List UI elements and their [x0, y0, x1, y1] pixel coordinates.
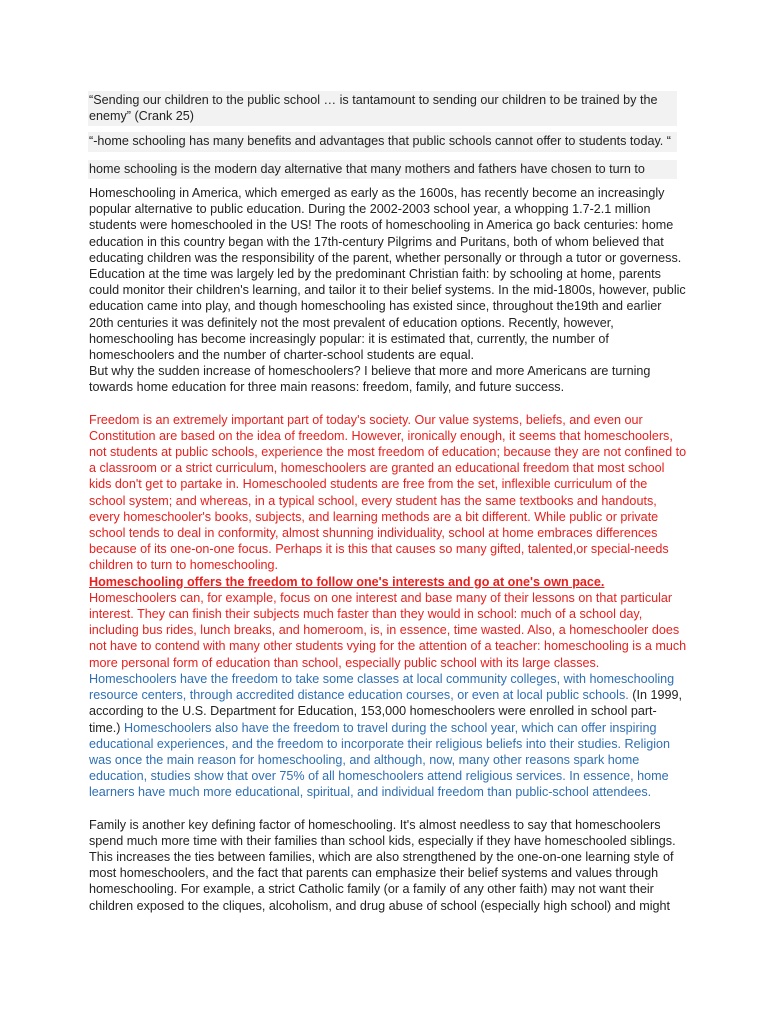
quote-crank: “Sending our children to the public school … is tantamount to sending our children to be trained by the enemy” (Crank 25) — [88, 91, 677, 126]
quote-alternative: home schooling is the modern day alternative that many mothers and fathers have chosen to turn to — [88, 160, 677, 179]
quote-benefits: “-home schooling has many benefits and advantages that public schools cannot offer to students today. “ — [88, 132, 677, 151]
freedom-stat-text: (In 1999, according to the U.S. Department for Education, 153,000 homeschoolers were enrolled in school part-time.) — [89, 688, 682, 735]
essay-body — [89, 185, 687, 914]
quote-list — [88, 91, 686, 185]
freedom-classes-text: Homeschoolers have the freedom to take some classes at local community colleges, with homeschooling resource centers, through accredited distance education courses, or even at local public schools. — [89, 671, 675, 703]
family-paragraph: Family is another key defining factor of homeschooling. It's almost needless to say that homeschoolers spend much more time with their families than school kids, especially if they have homeschooled siblings. This increases the ties between families, which are also strengthened by the one-on-one learning style of most homeschoolers, and the fact that parents can emphasize their belief systems and values through homeschooling. For example, a strict Catholic family (or a family of any other faith) may not want their children exposed to the cliques, alcoholism, and drug abuse of school (especially high school) and might — [89, 817, 676, 913]
freedom-travel-text: Homeschoolers also have the freedom to travel during the school year, which can offer inspiring educational experiences, and the freedom to incorporate their religious beliefs into their studies. Religion was once the main reason for homeschooling, and although, now, many other reasons spark home education, studies show that over 75% of all homeschoolers attend religious services. In essence, home learners have much more educational, spiritual, and individual freedom than public-school attendees. — [89, 720, 671, 800]
freedom-interests-text: Homeschoolers can, for example, focus on one interest and base many of their lessons on that particular interest. They can finish their subjects much faster than they would in school: much of a school day, including bus rides, lunch breaks, and homeroom, is, in essence, time wasted. Also, a homeschooler does not have to contend with many other students vying for the attention of a teacher: homeschooling is a much more personal form of education than school, especially public school with its large classes. — [89, 590, 687, 670]
paragraph-gap — [89, 801, 687, 817]
paragraph-gap — [89, 396, 687, 412]
intro-paragraph — [89, 185, 687, 396]
thesis-text: But why the sudden increase of homeschoolers? I believe that more and more Americans are turning towards home education for three main reasons: freedom, family, and future success. — [89, 364, 651, 395]
freedom-heading: Homeschooling offers the freedom to follow one's interests and go at one's own pace. — [89, 574, 605, 589]
freedom-detail-paragraph — [89, 574, 687, 801]
intro-text: Homeschooling in America, which emerged as early as the 1600s, has recently become an increasingly popular alternative to public education. During the 2002-2003 school year, a whopping 1.7-2.1 million students were homeschooled in the US! The roots of homeschooling in America go back centuries: home education in this country began with the 17th-century Pilgrims and Puritans, both of whom believed that educating children was the responsibility of the parent, whether personally or through a tutor or governess. Education at the time was largely led by the predominant Christian faith: by schooling at home, parents could monitor their children's learning, and tailor it to their belief systems. In the mid-1800s, however, public education came into play, and though homeschooling has existed since, throughout the19th and earlier 20th centuries it was definitely not the most prevalent of education options. Recently, however, homeschooling has become increasingly popular: it is estimated that, currently, the number of homeschoolers and the number of charter-school students are equal. — [89, 186, 686, 363]
freedom-paragraph: Freedom is an extremely important part of today's society. Our value systems, beliefs, and even our Constitution are based on the idea of freedom. However, ironically enough, it seems that homeschoolers, not students at public schools, experience the most freedom of education; because they are not confined to a classroom or a strict curriculum, homeschoolers are granted an educational freedom that most school kids don't get to partake in. Homeschooled students are free from the set, inflexible curriculum of the school system; and whereas, in a typical school, every student has the same textbooks and handouts, every homeschooler's books, subjects, and learning methods are a bit different. While public or private school tends to deal in conformity, almost shunning individuality, school at home embraces differences because of its one-on-one focus. Perhaps it is this that causes so many gifted, talented,or special-needs children to turn to homeschooling. — [89, 412, 687, 573]
